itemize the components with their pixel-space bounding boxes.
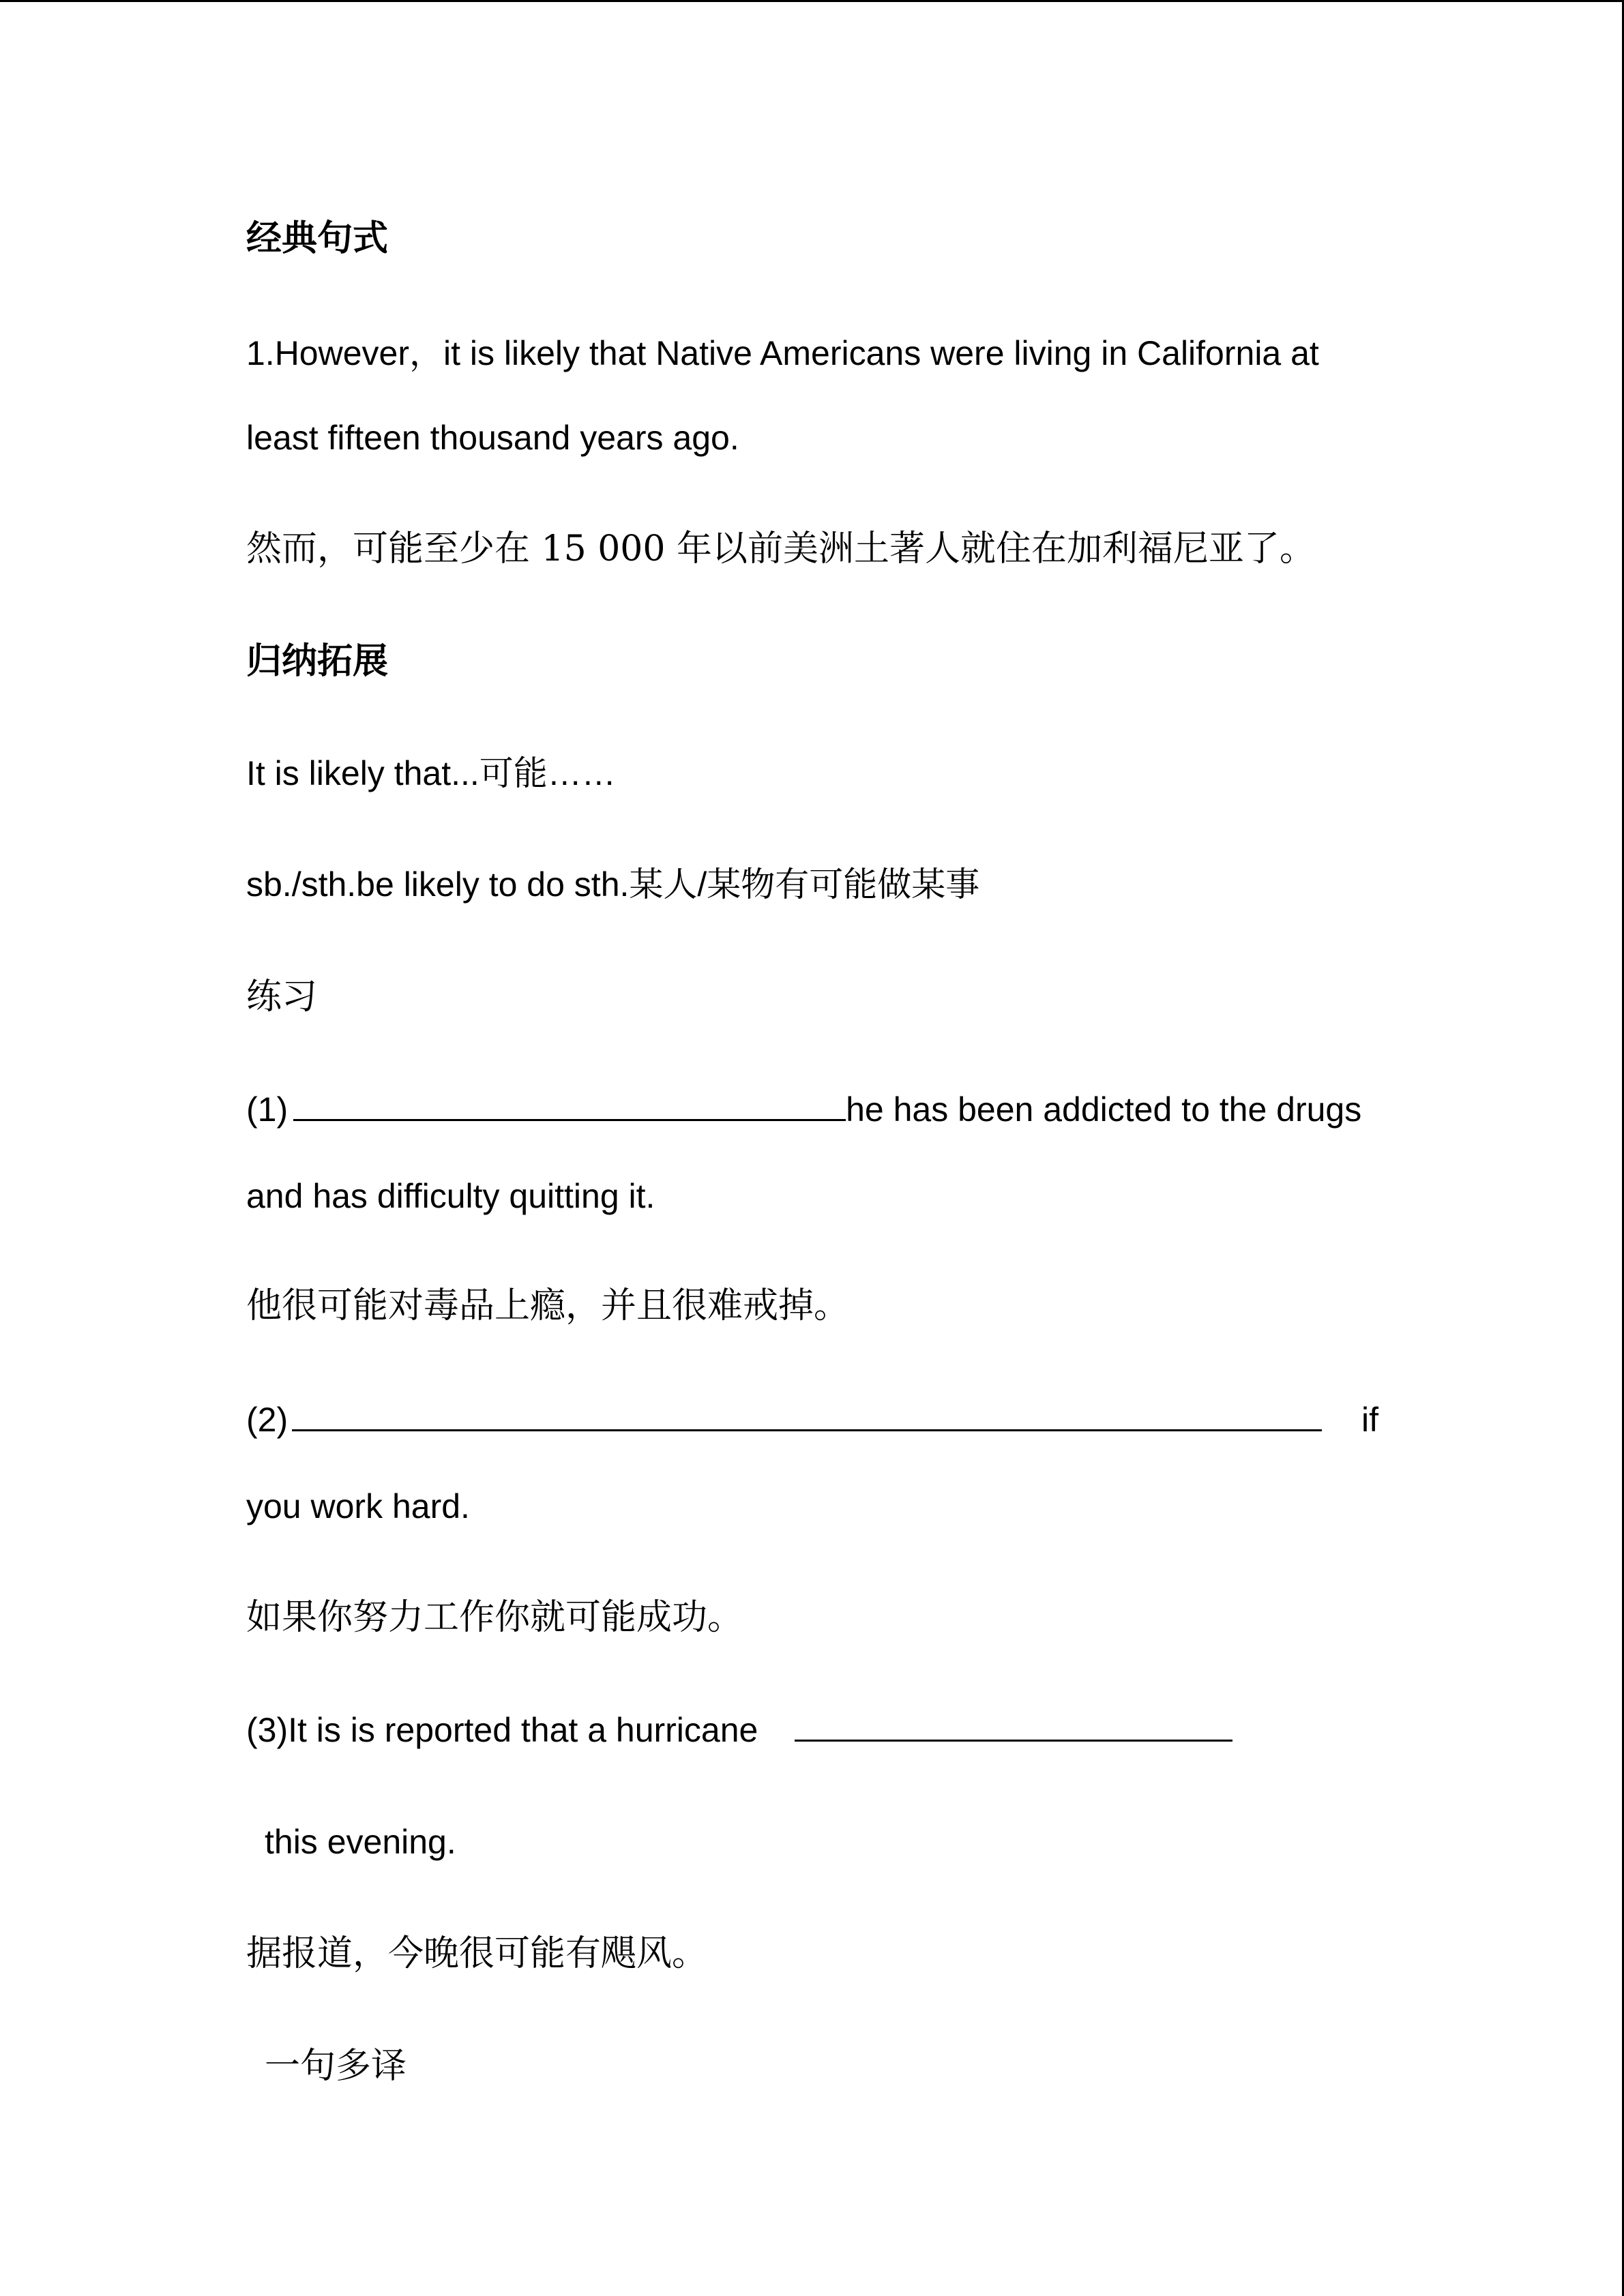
exercise-2-answer-blank[interactable] (292, 1399, 1322, 1431)
exercise-3-line-1 (246, 1708, 1232, 1752)
page-border-top (0, 0, 1624, 2)
section-heading: 经典句式 (246, 218, 389, 259)
exercise-2-line-1 (246, 1398, 1378, 1442)
pattern-1: It is likely that...可能…… (246, 754, 616, 792)
exercise-2-number: (2) (246, 1401, 289, 1439)
exercise-1-text: he has been addicted to the drugs (846, 1090, 1362, 1129)
exercise-2-translation: 如果你努力工作你就可能成功。 (246, 1597, 743, 1638)
exercise-3-text: It is is reported that a hurricane (288, 1711, 758, 1749)
exercise-1-line-1 (246, 1088, 1378, 1131)
pattern-2: sb./sth.be likely to do sth.某人/某物有可能做某事 (246, 865, 980, 904)
expand-heading: 归纳拓展 (246, 640, 389, 682)
exercise-1-answer-blank[interactable] (293, 1089, 846, 1121)
exercise-1-line-2: and has difficulty quitting it. (246, 1177, 655, 1215)
exercise-2-text: if (1361, 1401, 1378, 1439)
multi-translation-label: 一句多译 (265, 2046, 407, 2087)
exercise-1-translation: 他很可能对毒品上瘾，并且很难戒掉。 (246, 1285, 850, 1326)
exercise-3-answer-blank[interactable] (795, 1710, 1232, 1742)
sentence-translation: 然而，可能至少在 15 000 年以前美洲土著人就住在加利福尼亚了。 (246, 528, 1316, 569)
exercise-3-number: (3) (246, 1711, 289, 1749)
sentence-line-2: least fifteen thousand years ago. (246, 419, 739, 457)
exercise-3-line-2: this evening. (265, 1823, 456, 1861)
exercise-3-translation: 据报道，今晚很可能有飓风。 (246, 1933, 708, 1974)
sentence-line-1: 1.However，it is likely that Native Americans were living in California at (246, 334, 1319, 372)
practice-label: 练习 (246, 976, 318, 1017)
exercise-1-number: (1) (246, 1090, 289, 1129)
exercise-2-line-2: you work hard. (246, 1487, 470, 1525)
